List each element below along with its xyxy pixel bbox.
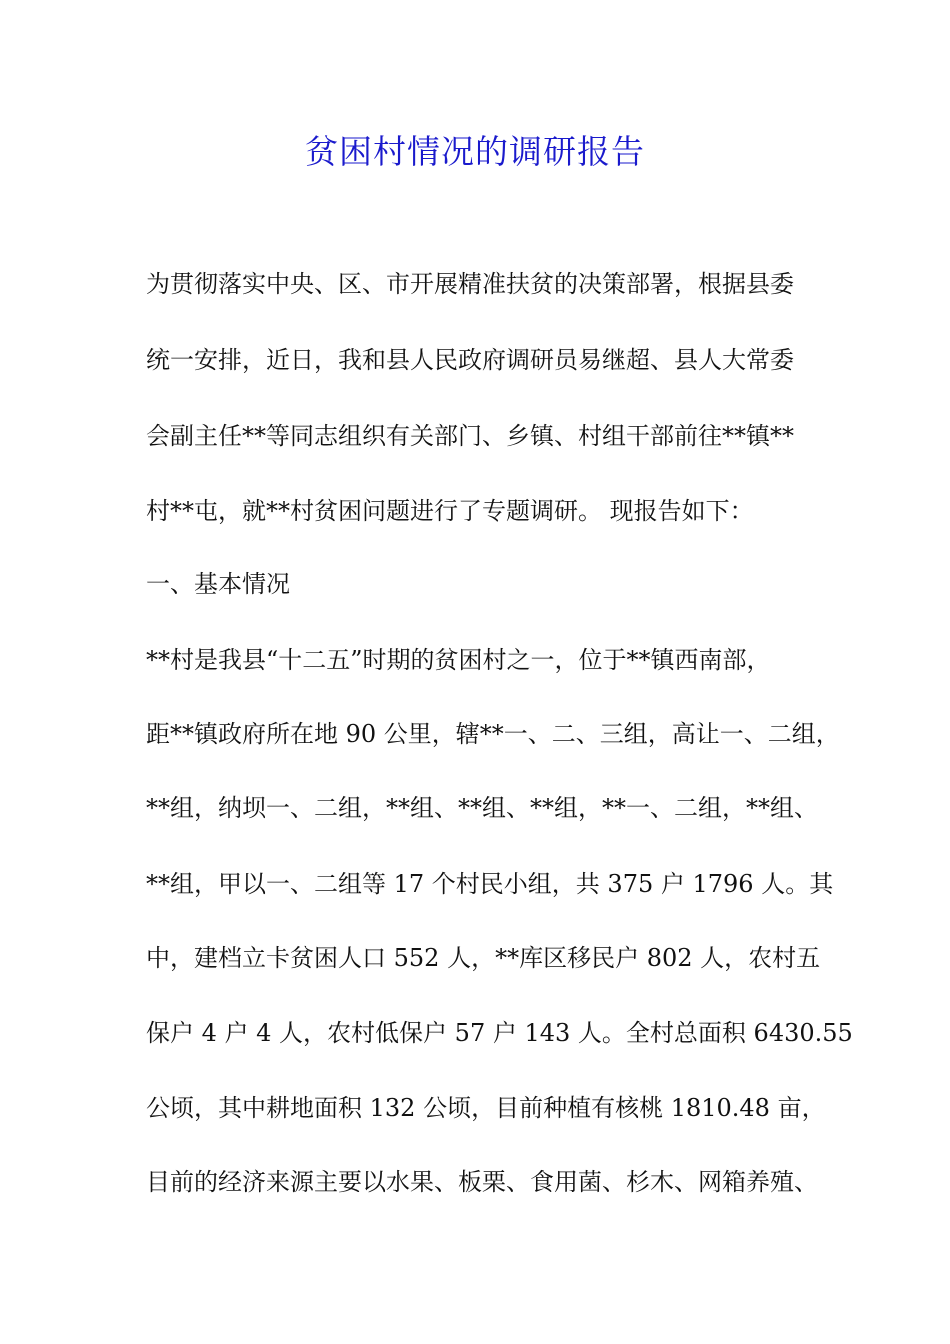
body-line: 会副主任**等同志组织有关部门、乡镇、村组干部前往**镇** xyxy=(146,422,794,450)
body-line: 目前的经济来源主要以水果、板栗、食用菌、杉木、网箱养殖、 xyxy=(146,1168,818,1196)
document-title: 贫困村情况的调研报告 xyxy=(305,132,645,171)
body-line: **村是我县“十二五”时期的贫困村之一，位于**镇西南部， xyxy=(146,646,771,674)
body-line: 为贯彻落实中央、区、市开展精准扶贫的决策部署，根据县委 xyxy=(146,270,794,298)
body-line: 统一安排，近日，我和县人民政府调研员易继超、县人大常委 xyxy=(146,346,794,374)
body-line: 村**屯，就**村贫困问题进行了专题调研。 现报告如下： xyxy=(146,497,754,525)
body-line: 中，建档立卡贫困人口 552 人，**库区移民户 802 人，农村五 xyxy=(146,944,821,972)
section-heading: 一、基本情况 xyxy=(146,570,290,598)
body-line: **组，甲以一、二组等 17 个村民小组，共 375 户 1796 人。其 xyxy=(146,870,834,898)
body-line: **组，纳坝一、二组，**组、**组、**组，**一、二组，**组、 xyxy=(146,794,818,822)
body-line: 保户 4 户 4 人，农村低保户 57 户 143 人。全村总面积 6430.55 xyxy=(146,1019,853,1047)
body-line: 距**镇政府所在地 90 公里，辖**一、二、三组，高让一、二组， xyxy=(146,720,840,748)
body-line: 公顷，其中耕地面积 132 公顷，目前种植有核桃 1810.48 亩， xyxy=(146,1094,826,1122)
